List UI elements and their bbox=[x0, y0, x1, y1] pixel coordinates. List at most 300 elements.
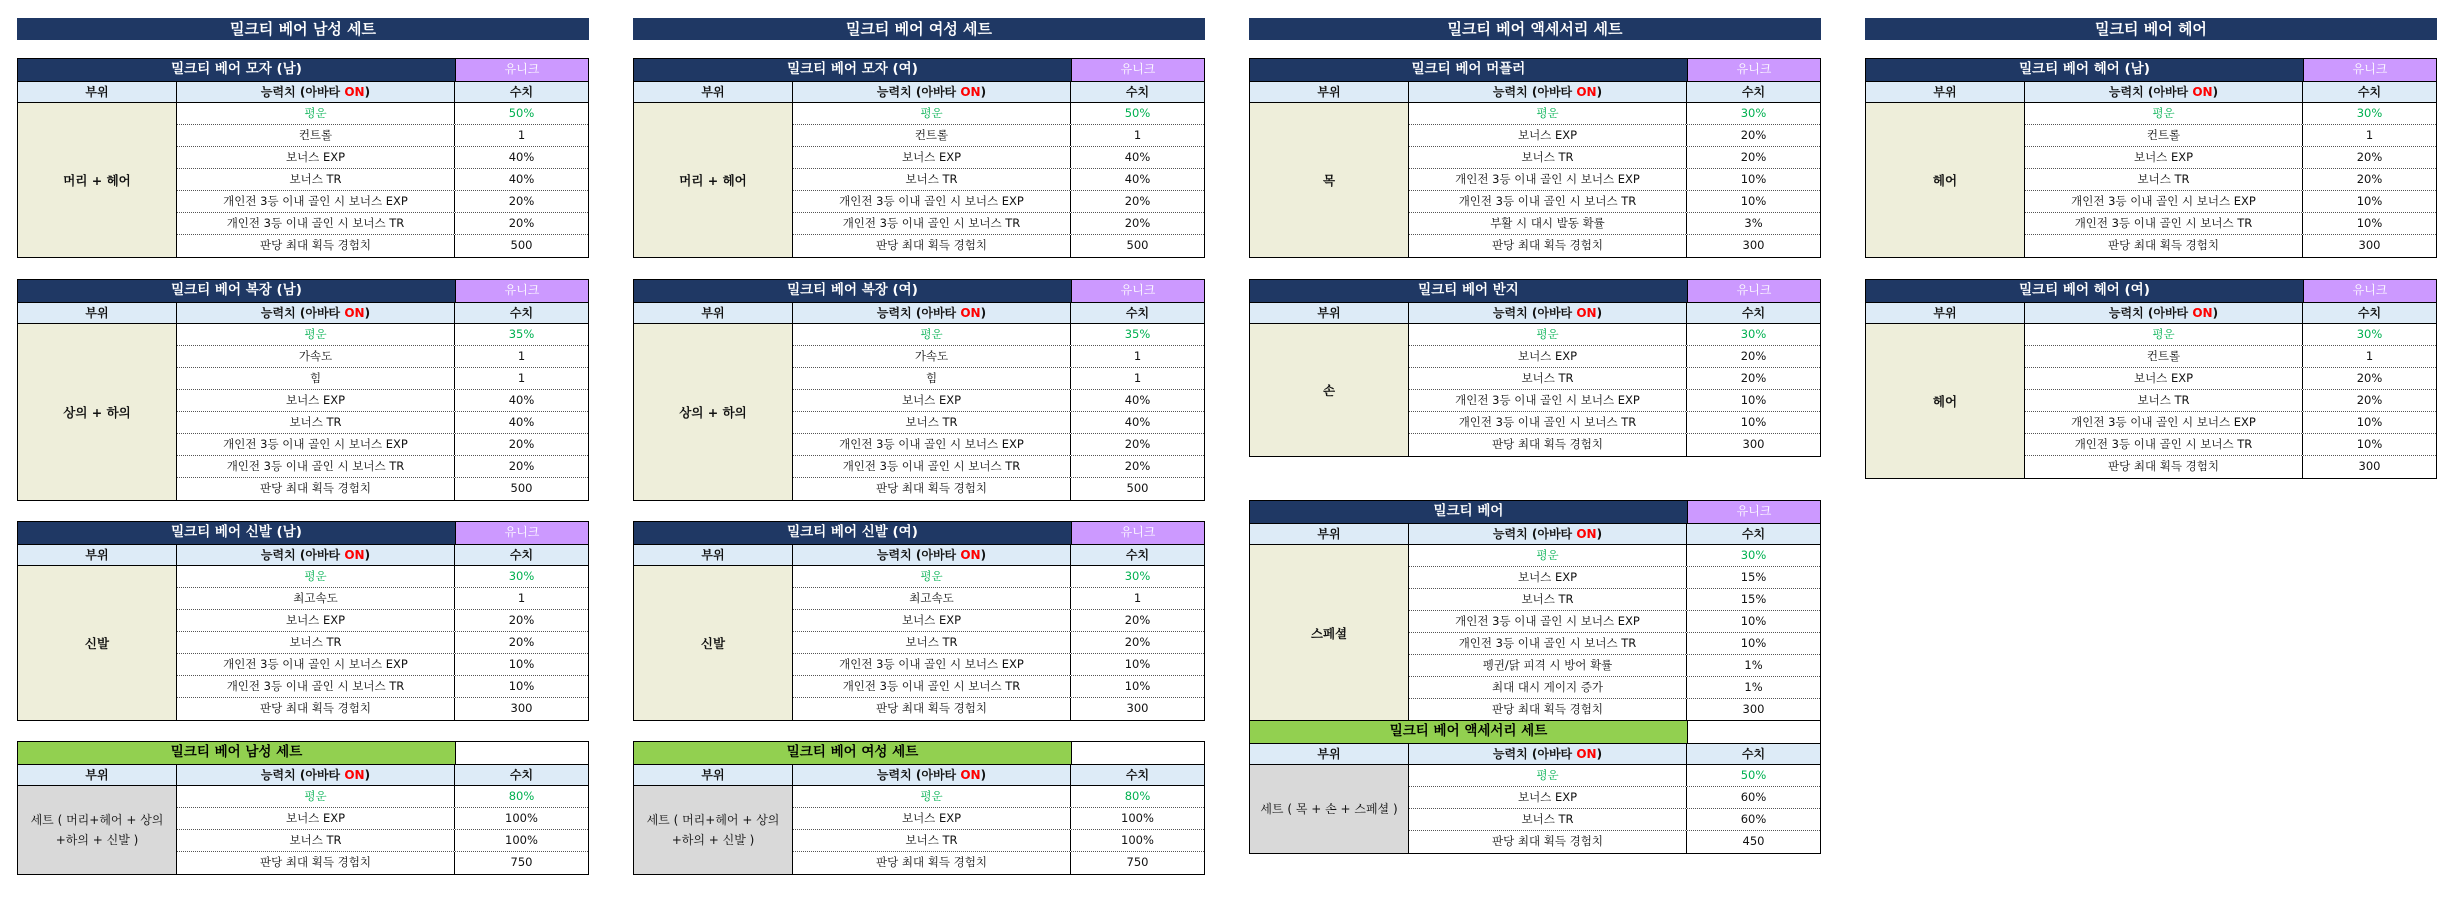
ability-row bbox=[177, 808, 588, 830]
ability-row bbox=[793, 125, 1204, 147]
table-body bbox=[18, 103, 588, 257]
ability-row bbox=[1409, 103, 1820, 125]
table-title-row bbox=[1866, 59, 2436, 81]
rarity-badge bbox=[1071, 742, 1204, 764]
ability-name: 보너스 EXP bbox=[793, 808, 1071, 829]
ability-name: 개인전 3등 이내 골인 시 보너스 EXP bbox=[793, 434, 1071, 455]
ability-value: 10% bbox=[1740, 194, 1767, 208]
ability-value: 100% bbox=[505, 833, 538, 847]
ability-value: 30% bbox=[1740, 106, 1767, 120]
column-header-row bbox=[1866, 81, 2436, 103]
ability-value: 80% bbox=[1124, 789, 1151, 803]
header-ability-prefix: 능력치 (아바타 bbox=[1492, 527, 1577, 541]
column-header-row bbox=[634, 544, 1204, 566]
ability-value: 10% bbox=[1124, 657, 1151, 671]
rarity-badge: 유니크 bbox=[1071, 522, 1204, 544]
column-header-row bbox=[634, 764, 1204, 786]
header-value: 수치 bbox=[1125, 768, 1150, 782]
table-title: 밀크티 베어 헤어 (여) bbox=[1866, 280, 2303, 302]
ability-name: 판당 최대 획득 경험치 bbox=[793, 478, 1071, 500]
ability-row bbox=[1409, 655, 1820, 677]
ability-row bbox=[177, 213, 588, 235]
ability-value: 300 bbox=[1742, 437, 1765, 451]
ability-table bbox=[633, 521, 1205, 721]
ability-row bbox=[177, 103, 588, 125]
ability-name: 보너스 TR bbox=[793, 412, 1071, 433]
ability-name: 보너스 EXP bbox=[177, 610, 455, 631]
ability-row bbox=[177, 830, 588, 852]
table-title-row bbox=[18, 59, 588, 81]
ability-row bbox=[2025, 324, 2436, 346]
header-ability-on: ON bbox=[2192, 306, 2213, 320]
table-title: 밀크티 베어 복장 (남) bbox=[18, 280, 455, 302]
ability-value: 10% bbox=[1740, 393, 1767, 407]
rarity-badge: 유니크 bbox=[1687, 280, 1820, 302]
ability-name: 힘 bbox=[177, 368, 455, 389]
ability-row bbox=[793, 830, 1204, 852]
ability-row bbox=[177, 588, 588, 610]
ability-name: 평운 bbox=[2025, 103, 2303, 124]
ability-row bbox=[177, 610, 588, 632]
rarity-badge: 유니크 bbox=[2303, 280, 2436, 302]
table-body bbox=[634, 786, 1204, 874]
ability-name: 개인전 3등 이내 골인 시 보너스 EXP bbox=[1409, 611, 1687, 632]
header-part: 부위 bbox=[1866, 82, 2025, 102]
ability-name: 개인전 3등 이내 골인 시 보너스 TR bbox=[177, 213, 455, 234]
ability-rows bbox=[2025, 324, 2436, 478]
header-ability-suffix: ) bbox=[2212, 306, 2219, 320]
column-header-row bbox=[18, 544, 588, 566]
table-title: 밀크티 베어 신발 (여) bbox=[634, 522, 1071, 544]
ability-name: 평운 bbox=[2025, 324, 2303, 345]
ability-value: 40% bbox=[1124, 393, 1151, 407]
ability-value: 450 bbox=[1742, 834, 1765, 848]
header-ability-prefix: 능력치 (아바타 bbox=[1492, 85, 1577, 99]
ability-row bbox=[177, 632, 588, 654]
ability-value: 300 bbox=[1126, 701, 1149, 715]
ability-value: 30% bbox=[1740, 327, 1767, 341]
ability-name: 개인전 3등 이내 골인 시 보너스 EXP bbox=[177, 191, 455, 212]
ability-name: 판당 최대 획득 경험치 bbox=[177, 852, 455, 874]
ability-value: 300 bbox=[1742, 238, 1765, 252]
ability-row bbox=[2025, 346, 2436, 368]
ability-rows bbox=[177, 103, 588, 257]
header-ability bbox=[1409, 524, 1687, 544]
ability-value: 30% bbox=[508, 569, 535, 583]
ability-row bbox=[1409, 235, 1820, 257]
ability-row bbox=[1409, 412, 1820, 434]
rarity-badge: 유니크 bbox=[455, 280, 588, 302]
ability-name: 최고속도 bbox=[177, 588, 455, 609]
part-cell: 머리 + 헤어 bbox=[634, 103, 793, 257]
ability-value: 20% bbox=[1124, 613, 1151, 627]
ability-name: 개인전 3등 이내 골인 시 보너스 TR bbox=[1409, 191, 1687, 212]
ability-name: 판당 최대 획득 경험치 bbox=[1409, 699, 1687, 721]
ability-table bbox=[17, 741, 589, 875]
header-ability-on: ON bbox=[344, 85, 365, 99]
ability-row bbox=[1409, 765, 1820, 787]
ability-table bbox=[17, 279, 589, 501]
rarity-badge bbox=[1687, 721, 1820, 743]
ability-row bbox=[793, 103, 1204, 125]
ability-value: 1% bbox=[1744, 658, 1763, 672]
header-value: 수치 bbox=[1741, 747, 1766, 761]
ability-value: 15% bbox=[1740, 570, 1767, 584]
ability-row bbox=[177, 191, 588, 213]
ability-name: 최고속도 bbox=[793, 588, 1071, 609]
ability-rows bbox=[793, 786, 1204, 874]
table-body bbox=[1250, 545, 1820, 721]
header-value: 수치 bbox=[1741, 85, 1766, 99]
ability-row bbox=[1409, 147, 1820, 169]
header-value: 수치 bbox=[2357, 306, 2382, 320]
ability-name: 부활 시 대시 발동 확률 bbox=[1409, 213, 1687, 234]
ability-value: 20% bbox=[2356, 172, 2383, 186]
part-cell: 세트 ( 목 + 손 + 스페셜 ) bbox=[1250, 765, 1409, 853]
table-title-row bbox=[18, 522, 588, 544]
ability-row bbox=[177, 676, 588, 698]
part-cell: 신발 bbox=[18, 566, 177, 720]
rarity-badge: 유니크 bbox=[455, 59, 588, 81]
column-header-row bbox=[18, 302, 588, 324]
ability-name: 개인전 3등 이내 골인 시 보너스 EXP bbox=[1409, 169, 1687, 190]
ability-row bbox=[2025, 213, 2436, 235]
ability-table bbox=[1249, 500, 1821, 722]
ability-name: 보너스 EXP bbox=[793, 610, 1071, 631]
column-header-row bbox=[1250, 523, 1820, 545]
ability-name: 보너스 TR bbox=[1409, 147, 1687, 168]
ability-name: 판당 최대 획득 경험치 bbox=[793, 235, 1071, 257]
part-cell: 신발 bbox=[634, 566, 793, 720]
ability-name: 판당 최대 획득 경험치 bbox=[2025, 235, 2303, 257]
ability-row bbox=[2025, 390, 2436, 412]
ability-row bbox=[1409, 125, 1820, 147]
ability-row bbox=[793, 213, 1204, 235]
ability-table bbox=[633, 58, 1205, 258]
header-ability-suffix: ) bbox=[2212, 85, 2219, 99]
ability-name: 개인전 3등 이내 골인 시 보너스 EXP bbox=[793, 191, 1071, 212]
ability-row bbox=[1409, 191, 1820, 213]
ability-table bbox=[1865, 279, 2437, 479]
ability-name: 개인전 3등 이내 골인 시 보너스 EXP bbox=[177, 654, 455, 675]
ability-row bbox=[793, 786, 1204, 808]
table-title-row bbox=[634, 59, 1204, 81]
table-body bbox=[1250, 765, 1820, 853]
rarity-badge: 유니크 bbox=[1071, 280, 1204, 302]
ability-row bbox=[1409, 831, 1820, 853]
ability-name: 평운 bbox=[177, 566, 455, 587]
header-ability bbox=[177, 765, 455, 785]
ability-value: 1 bbox=[2365, 128, 2374, 142]
ability-name: 판당 최대 획득 경험치 bbox=[1409, 235, 1687, 257]
ability-row bbox=[793, 566, 1204, 588]
ability-value: 20% bbox=[1740, 349, 1767, 363]
table-title: 밀크티 베어 신발 (남) bbox=[18, 522, 455, 544]
ability-value: 30% bbox=[2356, 106, 2383, 120]
column-header-row bbox=[1250, 743, 1820, 765]
ability-name: 보너스 TR bbox=[2025, 390, 2303, 411]
header-part: 부위 bbox=[634, 765, 793, 785]
ability-name: 보너스 TR bbox=[177, 169, 455, 190]
ability-value: 20% bbox=[2356, 371, 2383, 385]
table-body bbox=[1250, 324, 1820, 456]
ability-name: 보너스 EXP bbox=[177, 808, 455, 829]
header-ability-suffix: ) bbox=[980, 85, 987, 99]
header-value: 수치 bbox=[1741, 527, 1766, 541]
ability-value: 300 bbox=[510, 701, 533, 715]
header-ability-on: ON bbox=[344, 548, 365, 562]
ability-row bbox=[177, 324, 588, 346]
header-part: 부위 bbox=[1250, 744, 1409, 764]
ability-value: 15% bbox=[1740, 592, 1767, 606]
ability-value: 40% bbox=[508, 172, 535, 186]
ability-value: 10% bbox=[2356, 194, 2383, 208]
ability-row bbox=[793, 456, 1204, 478]
header-part: 부위 bbox=[18, 545, 177, 565]
header-ability-prefix: 능력치 (아바타 bbox=[260, 548, 345, 562]
ability-name: 평운 bbox=[793, 324, 1071, 345]
ability-row bbox=[177, 412, 588, 434]
table-title: 밀크티 베어 남성 세트 bbox=[18, 742, 455, 764]
ability-value: 100% bbox=[1121, 811, 1154, 825]
ability-name: 보너스 EXP bbox=[1409, 346, 1687, 367]
ability-table bbox=[1865, 58, 2437, 258]
header-ability-on: ON bbox=[2192, 85, 2213, 99]
table-title-row bbox=[634, 522, 1204, 544]
rarity-badge: 유니크 bbox=[1071, 59, 1204, 81]
header-ability-on: ON bbox=[1576, 306, 1597, 320]
header-ability bbox=[177, 545, 455, 565]
ability-value: 20% bbox=[1124, 194, 1151, 208]
ability-name: 개인전 3등 이내 골인 시 보너스 TR bbox=[1409, 633, 1687, 654]
ability-name: 개인전 3등 이내 골인 시 보너스 TR bbox=[793, 456, 1071, 477]
header-ability bbox=[177, 82, 455, 102]
header-ability-suffix: ) bbox=[1596, 747, 1603, 761]
ability-row bbox=[1409, 213, 1820, 235]
ability-rows bbox=[2025, 103, 2436, 257]
ability-row bbox=[1409, 699, 1820, 721]
header-ability-on: ON bbox=[1576, 85, 1597, 99]
ability-row bbox=[1409, 545, 1820, 567]
part-cell: 목 bbox=[1250, 103, 1409, 257]
ability-value: 20% bbox=[508, 194, 535, 208]
ability-value: 40% bbox=[1124, 415, 1151, 429]
table-title: 밀크티 베어 헤어 (남) bbox=[1866, 59, 2303, 81]
ability-value: 10% bbox=[1740, 172, 1767, 186]
ability-row bbox=[1409, 346, 1820, 368]
header-ability-suffix: ) bbox=[364, 306, 371, 320]
ability-row bbox=[177, 125, 588, 147]
header-ability-suffix: ) bbox=[1596, 527, 1603, 541]
ability-value: 20% bbox=[1124, 459, 1151, 473]
header-ability-prefix: 능력치 (아바타 bbox=[876, 306, 961, 320]
ability-name: 보너스 EXP bbox=[2025, 368, 2303, 389]
header-ability bbox=[793, 82, 1071, 102]
ability-value: 750 bbox=[510, 855, 533, 869]
table-body bbox=[18, 786, 588, 874]
header-ability-prefix: 능력치 (아바타 bbox=[2108, 306, 2193, 320]
table-title: 밀크티 베어 반지 bbox=[1250, 280, 1687, 302]
header-ability-suffix: ) bbox=[1596, 306, 1603, 320]
header-ability bbox=[1409, 82, 1687, 102]
header-ability-prefix: 능력치 (아바타 bbox=[260, 768, 345, 782]
ability-name: 개인전 3등 이내 골인 시 보너스 TR bbox=[793, 676, 1071, 697]
ability-name: 보너스 TR bbox=[177, 412, 455, 433]
ability-value: 300 bbox=[2358, 238, 2381, 252]
ability-value: 3% bbox=[1744, 216, 1763, 230]
ability-name: 가속도 bbox=[793, 346, 1071, 367]
ability-name: 개인전 3등 이내 골인 시 보너스 TR bbox=[793, 213, 1071, 234]
ability-row bbox=[177, 852, 588, 874]
header-value: 수치 bbox=[509, 768, 534, 782]
ability-row bbox=[177, 235, 588, 257]
part-cell: 세트 ( 머리+헤어 + 상의 +하의 + 신발 ) bbox=[18, 786, 177, 874]
ability-value: 50% bbox=[1740, 768, 1767, 782]
table-title: 밀크티 베어 복장 (여) bbox=[634, 280, 1071, 302]
ability-value: 100% bbox=[505, 811, 538, 825]
ability-value: 10% bbox=[508, 679, 535, 693]
ability-row bbox=[2025, 191, 2436, 213]
table-body bbox=[1866, 103, 2436, 257]
part-cell: 머리 + 헤어 bbox=[18, 103, 177, 257]
header-value: 수치 bbox=[1125, 85, 1150, 99]
header-value: 수치 bbox=[509, 548, 534, 562]
ability-row bbox=[177, 169, 588, 191]
ability-value: 10% bbox=[2356, 216, 2383, 230]
ability-row bbox=[793, 654, 1204, 676]
ability-value: 30% bbox=[1740, 548, 1767, 562]
ability-row bbox=[793, 588, 1204, 610]
ability-name: 보너스 TR bbox=[1409, 809, 1687, 830]
header-part: 부위 bbox=[18, 303, 177, 323]
ability-row bbox=[177, 390, 588, 412]
header-value: 수치 bbox=[509, 85, 534, 99]
ability-value: 750 bbox=[1126, 855, 1149, 869]
ability-row bbox=[2025, 368, 2436, 390]
ability-row bbox=[793, 169, 1204, 191]
part-cell: 스페셜 bbox=[1250, 545, 1409, 721]
header-ability bbox=[1409, 303, 1687, 323]
ability-name: 개인전 3등 이내 골인 시 보너스 TR bbox=[177, 456, 455, 477]
ability-name: 보너스 TR bbox=[1409, 589, 1687, 610]
header-part: 부위 bbox=[1250, 303, 1409, 323]
column-header: 밀크티 베어 헤어 bbox=[1865, 18, 2437, 40]
ability-row bbox=[793, 676, 1204, 698]
rarity-badge: 유니크 bbox=[1687, 501, 1820, 523]
ability-rows bbox=[177, 566, 588, 720]
ability-value: 35% bbox=[508, 327, 535, 341]
ability-value: 50% bbox=[508, 106, 535, 120]
ability-row bbox=[793, 852, 1204, 874]
table-body bbox=[634, 324, 1204, 500]
ability-value: 50% bbox=[1124, 106, 1151, 120]
ability-value: 1 bbox=[517, 128, 526, 142]
ability-row bbox=[793, 632, 1204, 654]
ability-row bbox=[793, 412, 1204, 434]
ability-value: 10% bbox=[2356, 437, 2383, 451]
header-ability-prefix: 능력치 (아바타 bbox=[876, 768, 961, 782]
table-title: 밀크티 베어 머플러 bbox=[1250, 59, 1687, 81]
ability-value: 80% bbox=[508, 789, 535, 803]
ability-value: 500 bbox=[1126, 238, 1149, 252]
ability-row bbox=[1409, 787, 1820, 809]
header-value: 수치 bbox=[509, 306, 534, 320]
ability-value: 20% bbox=[1740, 371, 1767, 385]
ability-name: 가속도 bbox=[177, 346, 455, 367]
ability-value: 20% bbox=[1124, 437, 1151, 451]
ability-row bbox=[793, 698, 1204, 720]
ability-name: 컨트롤 bbox=[2025, 346, 2303, 367]
ability-row bbox=[793, 324, 1204, 346]
ability-name: 보너스 TR bbox=[793, 632, 1071, 653]
header-part: 부위 bbox=[634, 303, 793, 323]
ability-row bbox=[1409, 677, 1820, 699]
ability-value: 20% bbox=[1124, 635, 1151, 649]
header-part: 부위 bbox=[18, 82, 177, 102]
ability-value: 20% bbox=[2356, 393, 2383, 407]
ability-row bbox=[793, 191, 1204, 213]
rarity-badge bbox=[455, 742, 588, 764]
part-cell: 상의 + 하의 bbox=[18, 324, 177, 500]
ability-table bbox=[17, 58, 589, 258]
header-ability-on: ON bbox=[960, 768, 981, 782]
ability-name: 보너스 TR bbox=[177, 632, 455, 653]
header-value: 수치 bbox=[1125, 548, 1150, 562]
ability-name: 개인전 3등 이내 골인 시 보너스 EXP bbox=[2025, 191, 2303, 212]
ability-name: 최대 대시 게이지 증가 bbox=[1409, 677, 1687, 698]
ability-row bbox=[1409, 611, 1820, 633]
ability-name: 판당 최대 획득 경험치 bbox=[793, 852, 1071, 874]
ability-name: 개인전 3등 이내 골인 시 보너스 TR bbox=[177, 676, 455, 697]
ability-value: 10% bbox=[1740, 415, 1767, 429]
part-cell: 헤어 bbox=[1866, 324, 2025, 478]
header-part: 부위 bbox=[1250, 82, 1409, 102]
ability-rows bbox=[1409, 545, 1820, 721]
ability-rows bbox=[793, 324, 1204, 500]
ability-table bbox=[17, 521, 589, 721]
header-value: 수치 bbox=[1741, 306, 1766, 320]
ability-row bbox=[793, 368, 1204, 390]
header-ability-prefix: 능력치 (아바타 bbox=[260, 306, 345, 320]
table-title-row bbox=[18, 280, 588, 302]
column-header: 밀크티 베어 액세서리 세트 bbox=[1249, 18, 1821, 40]
header-ability-suffix: ) bbox=[364, 548, 371, 562]
ability-value: 10% bbox=[1740, 614, 1767, 628]
ability-value: 1 bbox=[2365, 349, 2374, 363]
ability-row bbox=[2025, 103, 2436, 125]
ability-value: 10% bbox=[2356, 415, 2383, 429]
ability-value: 20% bbox=[508, 459, 535, 473]
ability-name: 보너스 EXP bbox=[1409, 787, 1687, 808]
ability-name: 판당 최대 획득 경험치 bbox=[1409, 831, 1687, 853]
ability-value: 100% bbox=[1121, 833, 1154, 847]
header-ability-prefix: 능력치 (아바타 bbox=[1492, 747, 1577, 761]
header-ability-on: ON bbox=[960, 548, 981, 562]
ability-name: 평운 bbox=[1409, 765, 1687, 786]
ability-name: 판당 최대 획득 경험치 bbox=[177, 235, 455, 257]
header-value: 수치 bbox=[1125, 306, 1150, 320]
ability-name: 평운 bbox=[177, 324, 455, 345]
ability-table bbox=[1249, 720, 1821, 854]
ability-row bbox=[793, 147, 1204, 169]
header-ability-on: ON bbox=[344, 306, 365, 320]
table-title-row bbox=[634, 742, 1204, 764]
table-title: 밀크티 베어 여성 세트 bbox=[634, 742, 1071, 764]
ability-value: 1% bbox=[1744, 680, 1763, 694]
header-ability bbox=[793, 545, 1071, 565]
ability-name: 컨트롤 bbox=[2025, 125, 2303, 146]
ability-value: 300 bbox=[2358, 459, 2381, 473]
